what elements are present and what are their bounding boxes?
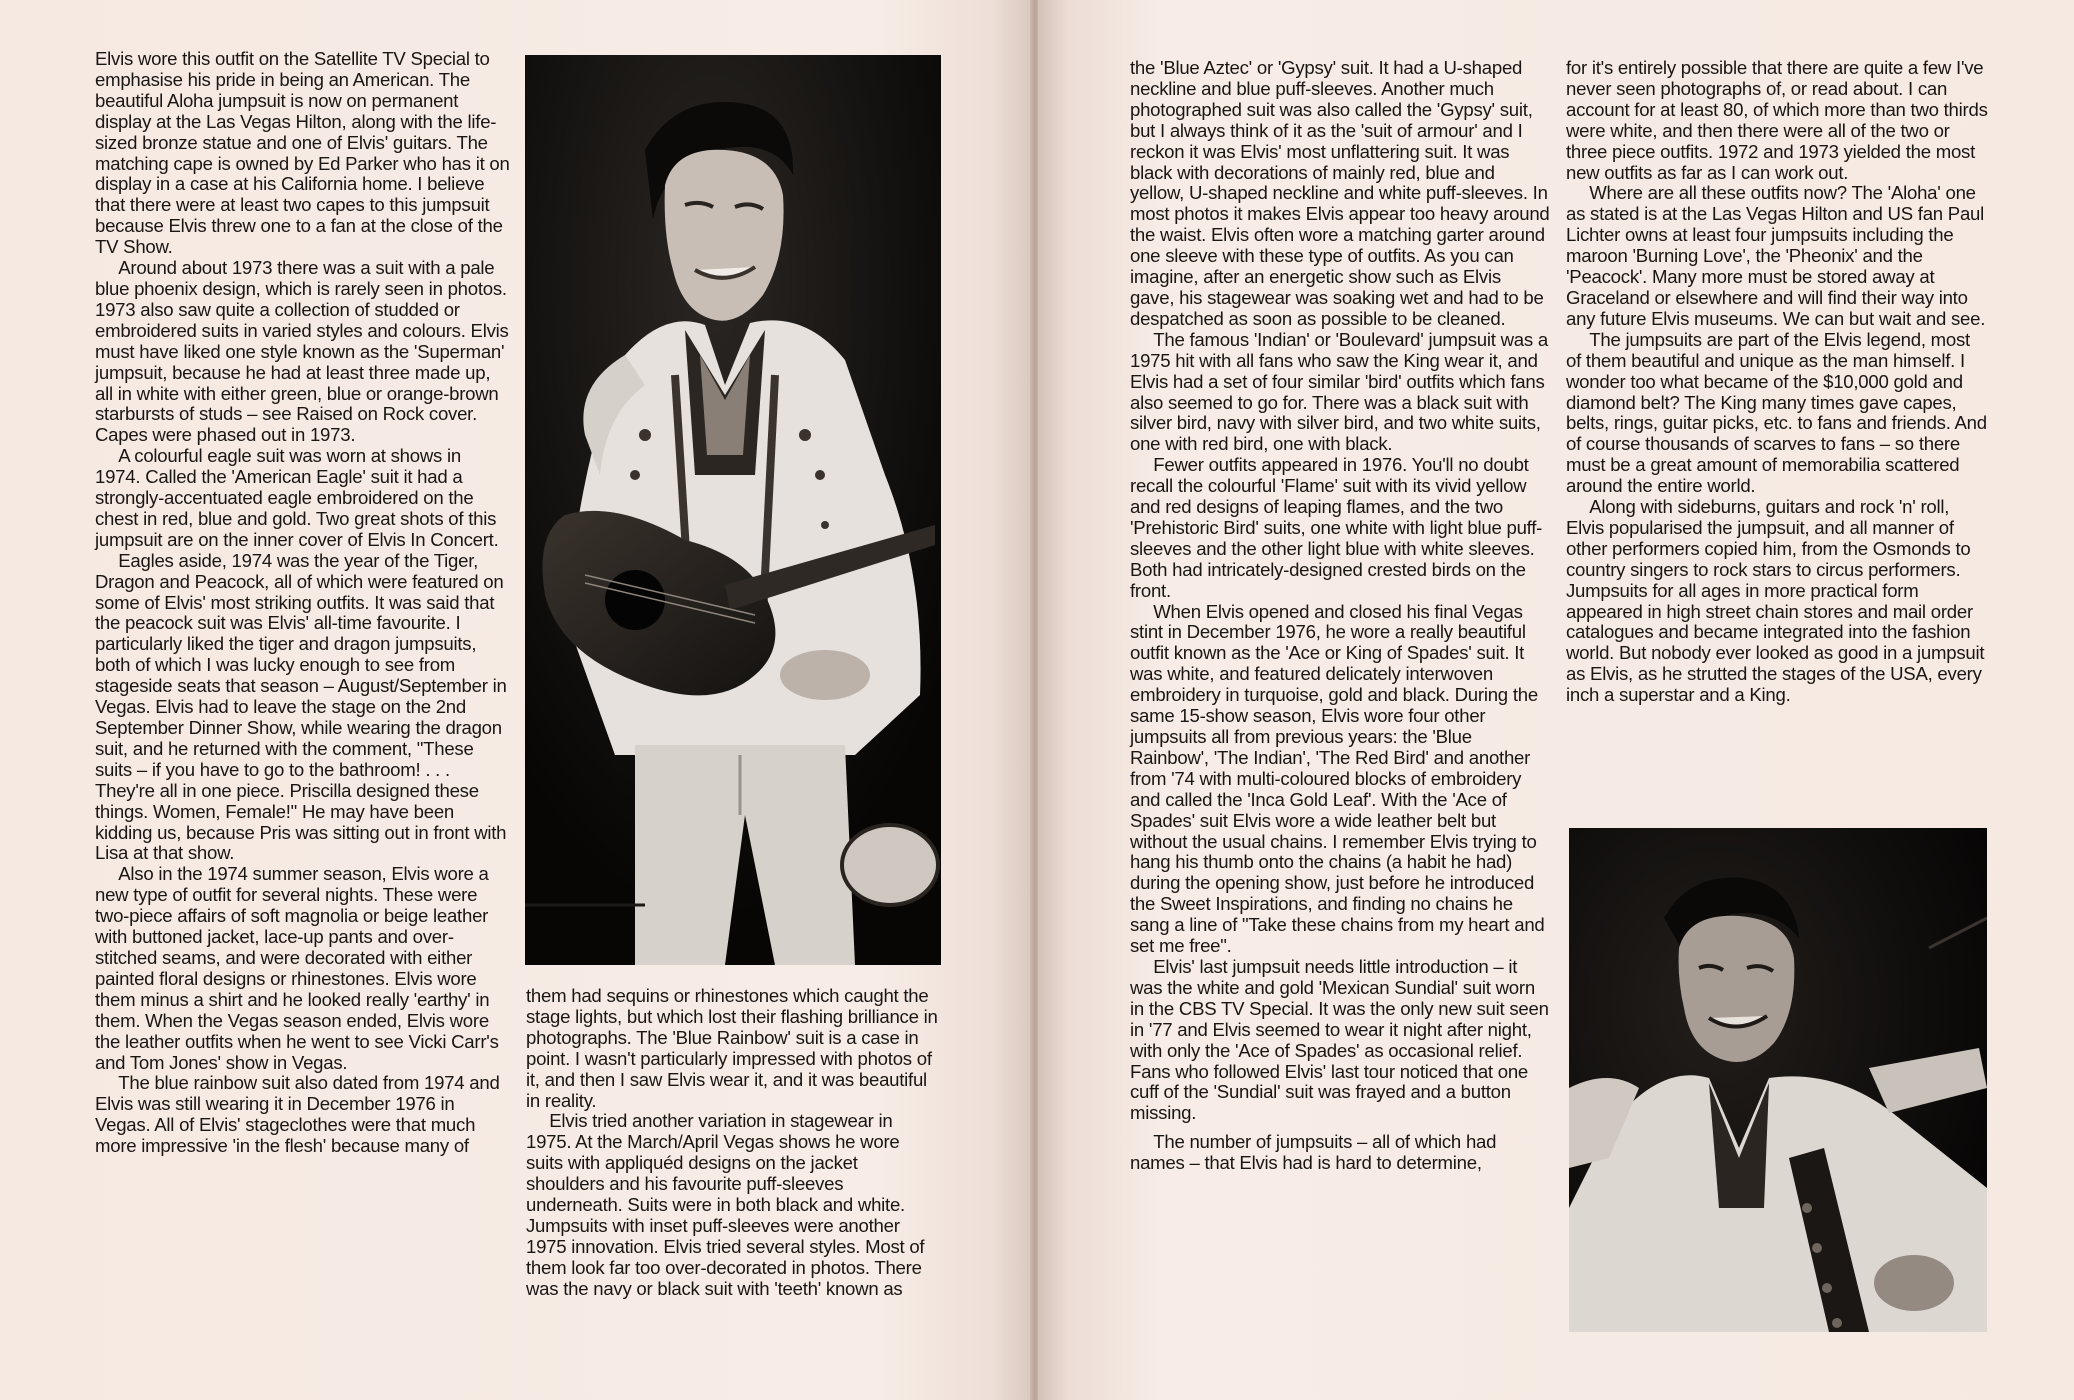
photo-elvis-smiling-image [1569,828,1987,1332]
paragraph: The blue rainbow suit also dated from 1974 and Elvis was still wearing it in December 1976 in Vegas. All of Elvis' stageclothes were that much more impressive 'in the flesh' because many of [95,1072,500,1157]
text-column-4 [1566,58,1988,706]
paragraph: Elvis tried another variation in stagewear in 1975. At the March/April Vegas shows he wore suits with appliquéd designs on the jacket shoulders and his favourite puff-sleeves underneath. Suits were in both black and white. Jumpsuits with inset puff-sleeves were another 1975 innovation. Elvis tried several styles. Most of them look far too over-decorated in photos. There was the navy or black suit with 'teeth' known as [526,1110,925,1299]
paragraph: them had sequins or rhinestones which caught the stage lights, but which lost their flashing brilliance in photographs. The 'Blue Rainbow' suit is a case in point. I wasn't particularly impressed with photos of it, and then I saw Elvis wear it, and it was beautiful in reality. [526,985,938,1111]
paragraph: Also in the 1974 summer season, Elvis wore a new type of outfit for several nights. These were two-piece affairs of soft magnolia or beige leather with buttoned jacket, lace-up pants and over-stitched seams, and were decorated with either painted floral designs or rhinestones. Elvis wore them minus a shirt and he looked really 'earthy' in them. When the Vegas season ended, Elvis wore the leather outfits when he went to see Vicki Carr's and Tom Jones' show in Vegas. [95,863,499,1073]
left-page [0,0,1032,1400]
text-column-3 [1130,58,1550,1174]
paragraph: The famous 'Indian' or 'Boulevard' jumpsuit was a 1975 hit with all fans who saw the King wear it, and Elvis had a set of four similar 'bird' outfits which fans also seemed to go for. There was a black suit with silver bird, navy with silver bird, and two white suits, one with red bird, one with black. [1130,328,1548,455]
text-column-1 [95,49,510,1157]
paragraph: When Elvis opened and closed his final Vegas stint in December 1976, he wore a really beautiful outfit known as the 'Ace or King of Spades' suit. It was white, and featured delicately interwoven embroidery in turquoise, gold and black. During the same 15-show season, Elvis wore four other jumpsuits all from previous years: the 'Blue Rainbow', 'The Indian', 'The Red Bird' and another from '74 with multi-coloured blocks of embroidery and called the 'Inca Gold Leaf'. With the 'Ace of Spades' suit Elvis wore a wide leather belt but without the usual chains. I remember Elvis trying to hang his thumb onto the chains (a habit he had) during the opening show, just before he introduced the Sweet Inspirations, and finding no chains he sang a line of "Take these chains from my heart and set me free". [1130,600,1545,957]
photo-elvis-guitar-image [525,55,941,965]
paragraph: The jumpsuits are part of the Elvis legend, most of them beautiful and unique as the man himself. I wonder too what became of the $10,000 gold and diamond belt? The King many times gave capes, belts, rings, guitar picks, etc. to fans and friends. And of course thousands of scarves to fans – so there must be a great amount of memorabilia scattered around the entire world. [1566,328,1987,497]
paragraph: A colourful eagle suit was worn at shows in 1974. Called the 'American Eagle' suit it had a strongly-accentuated eagle embroidered on the chest in red, blue and gold. Two great shots of this jumpsuit are on the inner cover of Elvis In Concert. [95,445,499,550]
paragraph: the 'Blue Aztec' or 'Gypsy' suit. It had a U-shaped neckline and blue puff-sleeves. Another much photographed suit was also called the 'Gypsy' suit, but I always think of it as the 'suit of armour' and I reckon it was Elvis' most unflattering suit. It was black with decorations of mainly red, blue and yellow, U-shaped neckline and white puff-sleeves. In most photos it makes Elvis appear too heavy around the waist. Elvis often wore a matching garter around one sleeve with these type of outfits. As you can imagine, after an energetic show such as Elvis gave, his stagewear was soaking wet and had to be despatched as soon as possible to be cleaned. [1130,57,1550,329]
text-column-2 [526,986,940,1300]
paragraph: Around about 1973 there was a suit with a pale blue phoenix design, which is rarely seen in photos. 1973 also saw quite a collection of studded or embroidered suits in varied styles and colours. Elvis must have liked one style known as the 'Superman' jumpsuit, because he had at least three made up, all in white with either green, blue or orange-brown starbursts of studs – see Raised on Rock cover. Capes were phased out in 1973. [95,257,509,446]
paragraph: Elvis' last jumpsuit needs little introduction – it was the white and gold 'Mexican Sundial' suit worn in the CBS TV Special. It was the only new suit seen in '77 and Elvis seemed to wear it night after night, with only the 'Ace of Spades' as occasional relief. Fans who followed Elvis' last tour noticed that one cuff of the 'Sundial' suit was frayed and a button missing. [1130,955,1549,1124]
paragraph: The number of jumpsuits – all of which had names – that Elvis had is hard to determine, [1130,1131,1497,1174]
paragraph: Fewer outfits appeared in 1976. You'll no doubt recall the colourful 'Flame' suit with its vivid yellow and red designs of leaping flames, and the two 'Prehistoric Bird' suits, one white with light blue puff-sleeves and the other light blue with white sleeves. Both had intricately-designed crested birds on the front. [1130,454,1543,601]
paragraph: for it's entirely possible that there are quite a few I've never seen photographs of, or read about. I can account for at least 80, of which more than two thirds were white, and then there were all of the two or three piece outfits. 1972 and 1973 yielded the most new outfits as far as I can work out. [1566,57,1988,183]
paragraph: Where are all these outfits now? The 'Aloha' one as stated is at the Las Vegas Hilton and US fan Paul Lichter owns at least four jumpsuits including the maroon 'Burning Love', the 'Pheonix' and the 'Peacock'. Many more must be stored away at Graceland or elsewhere and will find their way into any future Elvis museums. We can but wait and see. [1566,182,1986,329]
paragraph: Elvis wore this outfit on the Satellite TV Special to emphasise his pride in being an American. The beautiful Aloha jumpsuit is now on permanent display at the Las Vegas Hilton, along with the life-sized bronze statue and one of Elvis' guitars. The matching cape is owned by Ed Parker who has it on display in a case at his California home. I believe that there were at least two capes to this jumpsuit because Elvis threw one to a fan at the close of the TV Show. [95,48,510,258]
paragraph: Along with sideburns, guitars and rock 'n' roll, Elvis popularised the jumpsuit, and all manner of other performers copied him, from the Osmonds to country singers to rock stars to circus performers. Jumpsuits for all ages in more practical form appeared in high street chain stores and mail order catalogues and became integrated into the fashion world. But nobody ever looked as good in a jumpsuit as Elvis, as he strutted the stages of the USA, every inch a superstar and a King. [1566,496,1985,706]
photo-elvis-guitar [525,55,941,965]
paragraph: Eagles aside, 1974 was the year of the Tiger, Dragon and Peacock, all of which were featured on some of Elvis' most striking outfits. It was said that the peacock suit was Elvis' all-time favourite. I particularly liked the tiger and dragon jumpsuits, both of which I was lucky enough to see from stageside seats that season – August/September in Vegas. Elvis had to leave the stage on the 2nd September Dinner Show, while wearing the dragon suit, and he returned with the comment, "These suits – if you have to go to the bathroom! . . . They're all in one piece. Priscilla designed these things. Women, Female!" He may have been kidding us, because Pris was sitting out in front with Lisa at that show. [95,549,507,864]
photo-elvis-smiling [1569,828,1987,1332]
